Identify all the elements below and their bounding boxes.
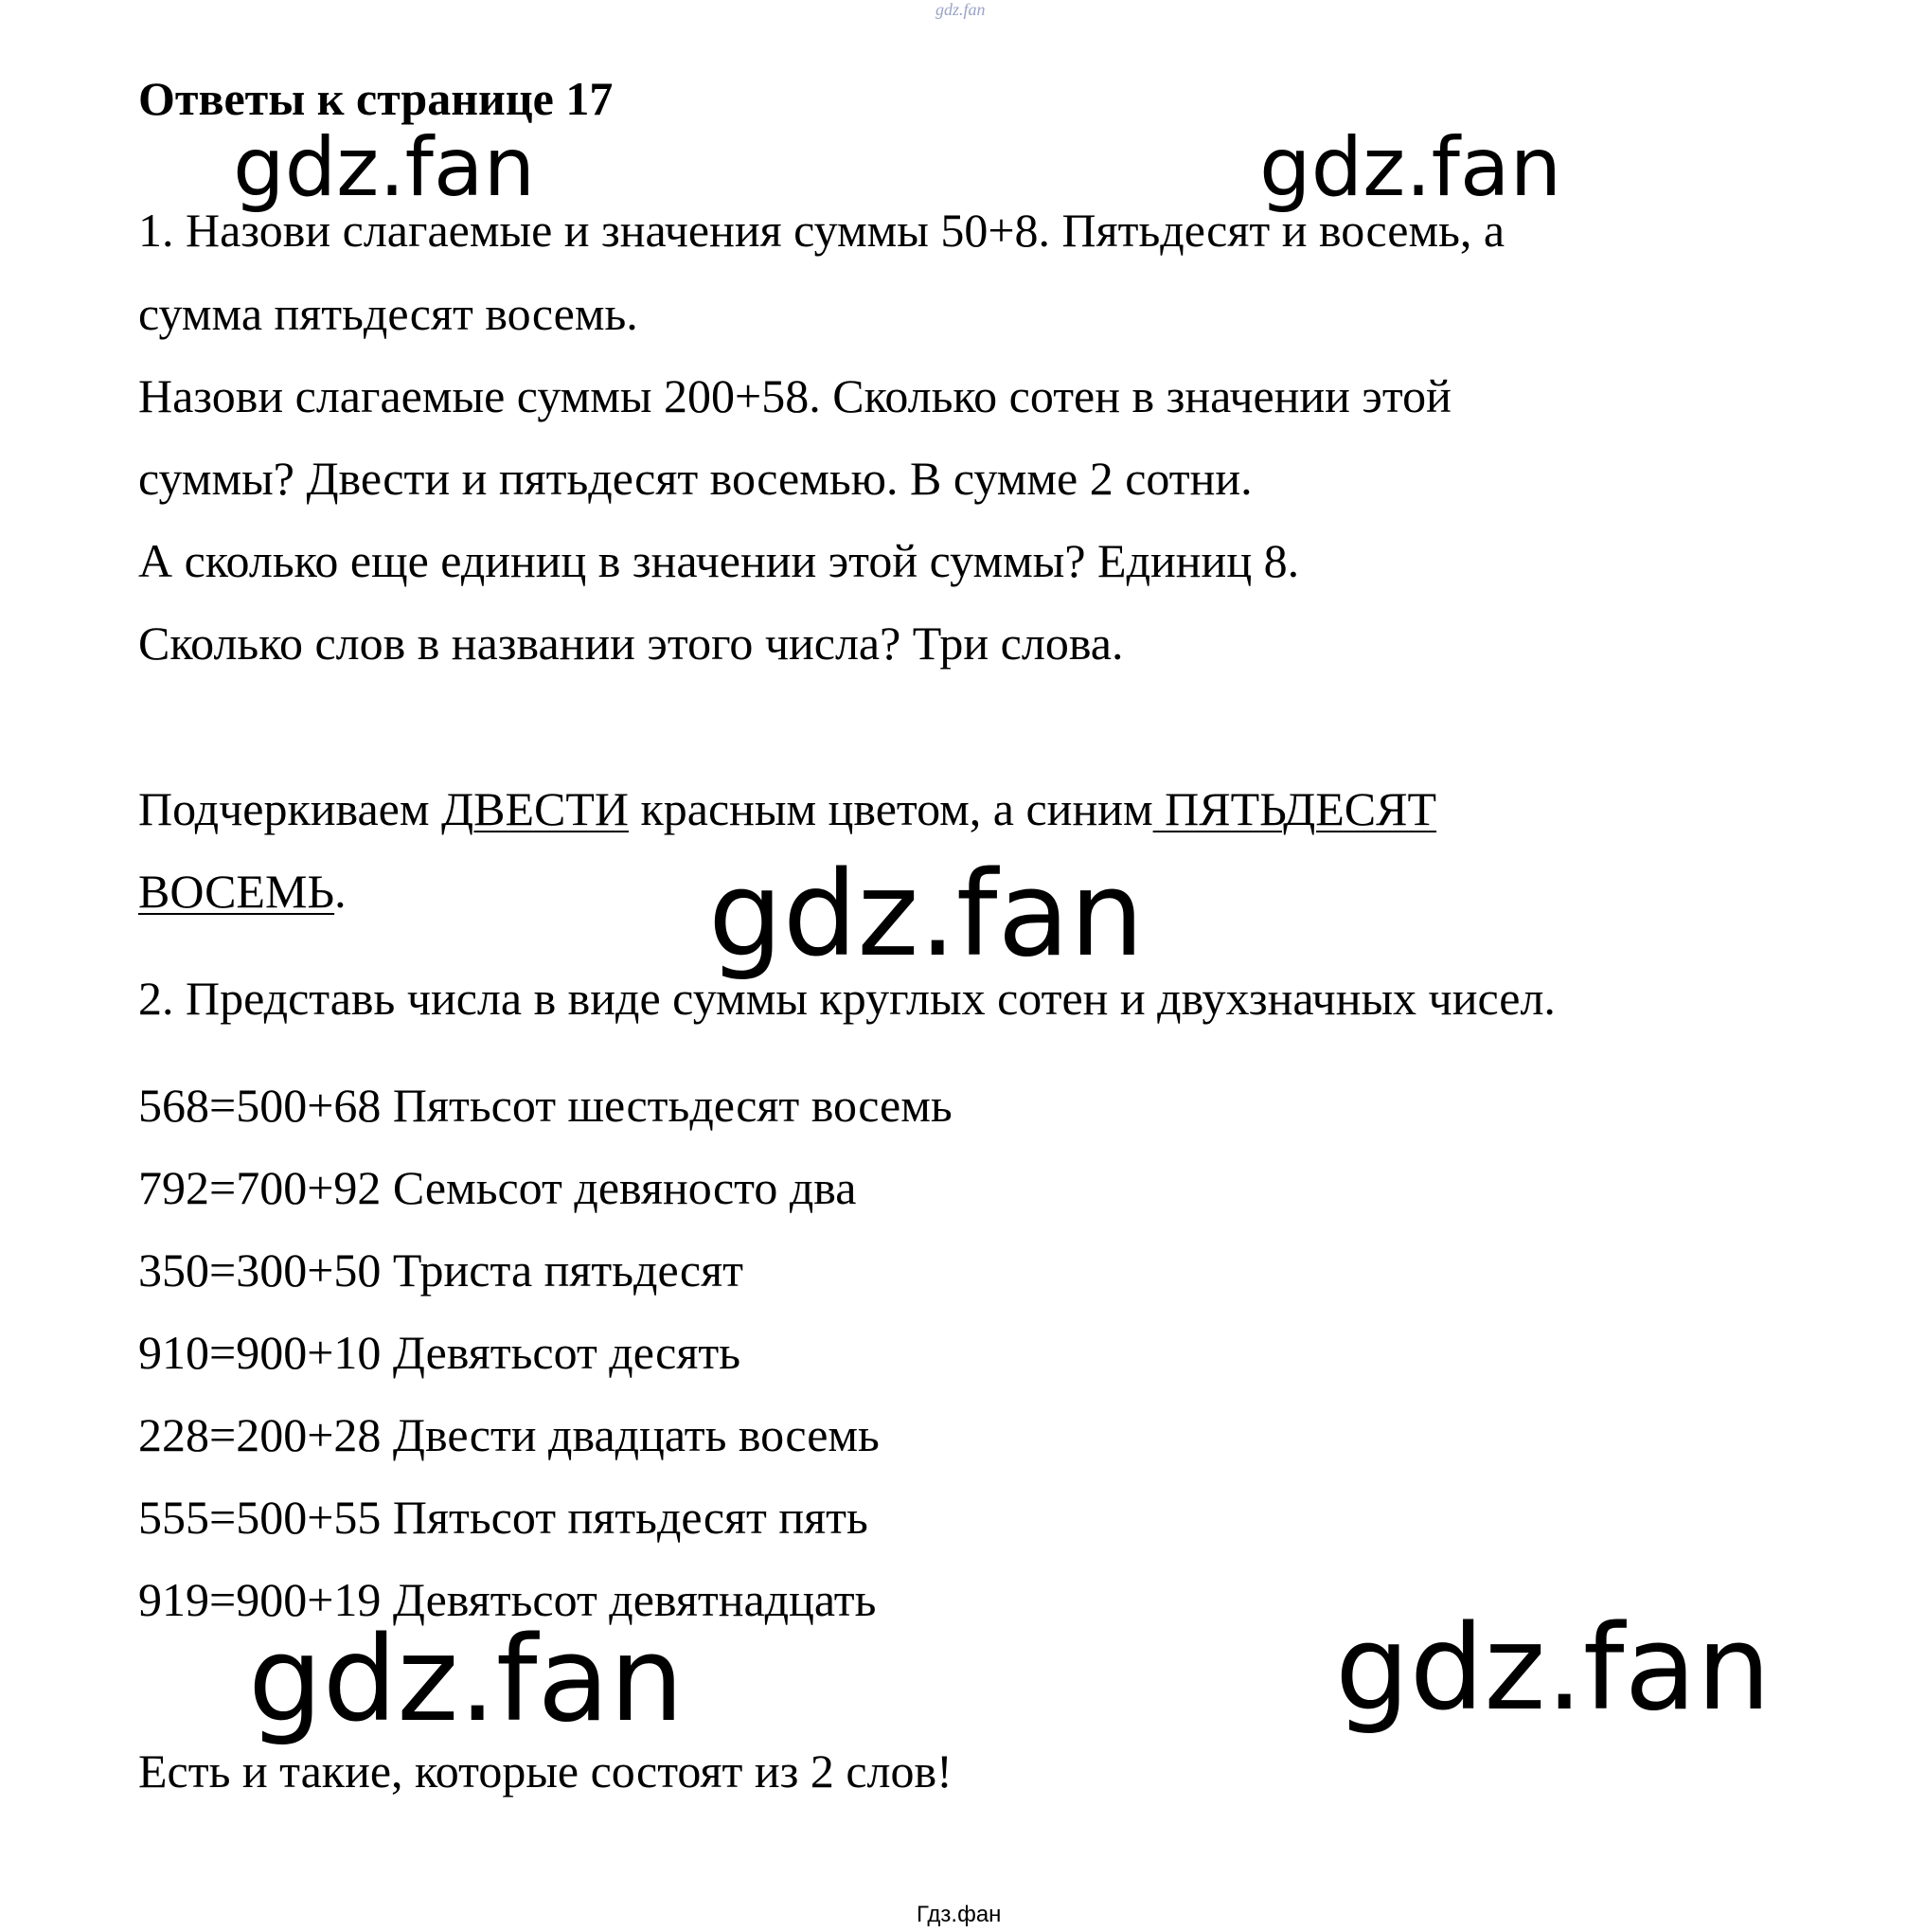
task1-line: Назови слагаемые суммы 200+58. Сколько сотен в значении этой — [138, 369, 1452, 422]
task2-item: 568=500+68 Пятьсот шестьдесят восемь — [138, 1079, 953, 1132]
watermark: gdz.fan — [1335, 1601, 1772, 1737]
watermark: gdz.fan — [248, 1612, 685, 1748]
watermark: gdz.fan — [1259, 120, 1562, 215]
task2-item: 919=900+19 Девятьсот девятнадцать — [138, 1573, 877, 1626]
text-fragment: красным цветом, а синим — [628, 782, 1153, 835]
task1-line: 1. Назови слагаемые и значения суммы 50+8. Пятьдесят и восемь, а — [138, 204, 1505, 257]
task1-line: А сколько еще единиц в значении этой суммы? Единиц 8. — [138, 534, 1300, 587]
underlined-word-blue: ВОСЕМЬ — [138, 865, 335, 918]
task2-heading: 2. Представь числа в виде суммы круглых сотен и двухзначных чисел. — [138, 972, 1556, 1025]
page-title: Ответы к странице 17 — [138, 72, 614, 125]
underlined-word-blue: ПЯТЬДЕСЯТ — [1152, 782, 1437, 835]
task2-note: Есть и такие, которые состоят из 2 слов! — [138, 1744, 953, 1798]
task1-line: Сколько слов в названии этого числа? Три слова. — [138, 617, 1124, 670]
task2-item: 228=200+28 Двести двадцать восемь — [138, 1408, 880, 1461]
task2-item: 792=700+92 Семьсот девяносто два — [138, 1161, 857, 1214]
watermark: gdz.fan — [708, 847, 1145, 983]
underlined-word-red: ДВЕСТИ — [440, 782, 629, 835]
text-fragment: . — [334, 865, 347, 918]
footer-watermark: Гдз.фан — [917, 1902, 1002, 1927]
top-watermark: gdz.fan — [935, 0, 986, 19]
task2-item: 555=500+55 Пятьсот пятьдесят пять — [138, 1491, 868, 1544]
task2-item: 350=300+50 Триста пятьдесят — [138, 1243, 743, 1297]
task2-item: 910=900+10 Девятьсот десять — [138, 1326, 741, 1379]
task1-line: сумма пятьдесят восемь. — [138, 287, 638, 340]
watermark: gdz.fan — [233, 120, 536, 215]
task1-line: суммы? Двести и пятьдесят восемью. В сумме 2 сотни. — [138, 452, 1253, 505]
underline-instruction-cont — [138, 863, 347, 920]
text-fragment: Подчеркиваем — [138, 782, 441, 835]
underline-instruction — [138, 780, 1436, 837]
